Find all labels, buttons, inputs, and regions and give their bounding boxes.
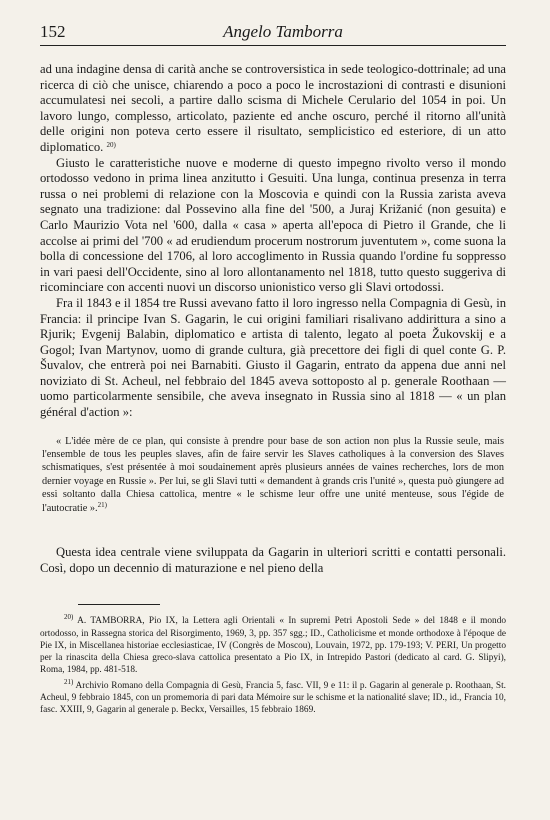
footnote-number: 20) [64,613,74,622]
continuation-text [40,545,506,576]
footnote-number: 21) [64,677,74,686]
paragraph-4: Questa idea centrale viene sviluppata da Gagarin in ulteriori scritti e contatti personali. Così, dopo un decennio di maturazione e nel pieno della [40,545,506,575]
main-text [40,62,506,421]
page-header [40,22,506,46]
footnote-20: $^{20)}$ A. TAMBORRA, Pio IX, la Lettera agli Orientali « In supremi Petri Apostoli Sede » del 1848 e il mondo ortodosso, in Rassegna storica del Risorgimento, 1969, 3, pp. 357 sgg.; ID., Catholicisme et monde orthodoxe à l'époque de Pie IX, in Miscellanea historiae ecclesiasticae, IV (Congrès de Moscou), Louvain, 1972, pp. 179-193; V. PERI, Un progetto per la rinascita della Chiesa greco-slava cattolica presentato a Pio IX, in Intrepido Pastori (dedicato al card. G. Slipyi), Roma, 1984, pp. 481-518. [40,613,507,676]
paragraph-2: Giusto le caratteristiche nuove e moderne di questo impegno rivolto verso il mondo ortodosso vedono in prima linea anzitutto i Gesuiti. Una lunga, continua presenza in terra russa o nei problemi di relazione con la Moscovia e quindi con la Russia zarista aveva segnato una tradizione: dal Possevino alla fine del '500, a Juraj Križanić (non gesuita) e Carlo Maurizio Vota nel '600, dalla « casa » aperta all'epoca di Pietro il Grande, che li accolse ai primi del '700 « ad erudiendum procerum nostrorum juventutem », come suona la bolla di concessione del 1706, al loro accoglimento in Russia quando l'ordine fu soppresso in vari paesi dell'Occidente, sino al loro allontanamento nel 1818, tutto questo suggeriva di ricominciare con accenti nuovi un discorso unionistico verso gli Slavi ortodossi. [40,155,506,295]
footnote-divider [78,604,160,605]
footnotes [40,615,506,716]
footnote-ref-21: 21) [97,500,107,509]
block-quote [42,435,504,515]
footnote-21: $^{21)}$ Archivio Romano della Compagnia di Gesù, Francia 5, fasc. VII, 9 e 11: il p. Gagarin al generale p. Roothaan, St. Acheul, 9 febbraio 1845, con un promemoria di pari data Mémoire sur le schisme et la nationalité slave; ID., id., Francia 10, fasc. XXIII, 9, Gagarin al generale p. Beckx, Versailles, 15 febbraio 1869. [40,677,507,716]
quote-text: « L'idée mère de ce plan, qui consiste à prendre pour base de son action non plus la Russie seule, mais l'ensemble de tous les peuples slaves, afin de faire servir les Slaves catholiques à la conversion des Slaves schismatiques, s'est présentée à moi soudainement après plusieurs années de vaines recherches, lors de mon dernier voyage en Russie ». Per lui, se gli Slavi tutti « demandent à grands cris l'unité », questa può giungere ad essi soltanto dalla Chiesa cattolica, mentre « le schisme leur offre une unité menteuse, sous l'égide de l'autocratie ».$^{21)}$ [42,435,504,514]
footnote-ref-20: 20) [106,140,116,149]
page-number: 152 [40,22,66,41]
paragraph-3: Fra il 1843 e il 1854 tre Russi avevano fatto il loro ingresso nella Compagnia di Gesù, in Francia: il principe Ivan S. Gagarin, le cui origini familiari risalivano addirittura a sino a Rjurik; Evgenij Balabin, diplomatico e artista di talento, legato al poeta Žukovskij e a Gogol; Ivan Martynov, uomo di grande cultura, già precettore dei figli di quel conte G. P. Šuvalov, che entrerà poi nei Barnabiti. Giusto il Gagarin, entrato da appena due anni nel noviziato di St. Acheul, nel febbraio del 1845 aveva sottoposto al p. generale Roothaan — uomo particolarmente sensibile, che aveva insegnato in Russia sino al 1818 — « un plan général d'action »: [40,295,506,420]
paragraph-1: ad una indagine densa di carità anche se controversistica in sede teologico-dottrinale; ad una ricerca di ciò che unisce, chiarendo a poco a poco le incrostazioni di contrasti e disunioni accumulatesi nei secoli, a partire dallo scisma di Michele Cerulario del 1054 in poi. Un lavoro lungo, complesso, articolato, paziente ed anche oscuro, perché il ritorno all'unità delle origini non poteva certo essere il risultato, semplicistico ed esteriore, di un atto diplomatico. $^{20)}$ [40,62,506,154]
running-head: Angelo Tamborra [223,22,343,41]
